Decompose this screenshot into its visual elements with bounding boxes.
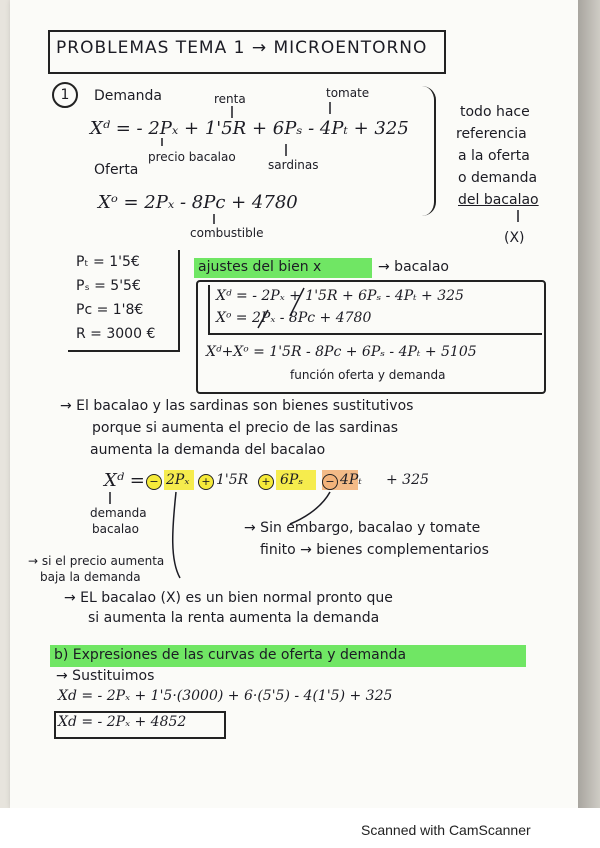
- brace-bracket: [420, 86, 436, 216]
- explanation-line: aumenta la demanda del bacalao: [90, 442, 326, 458]
- demanda-bacalao-note: demanda: [90, 506, 147, 520]
- si-precio-note: → si el precio aumenta: [28, 554, 165, 568]
- sustituimos-label: → Sustituimos: [56, 668, 155, 684]
- normal-good-line: → EL bacalao (X) es un bien normal pronto que: [64, 590, 393, 606]
- ajuste-sum-eq: Xᵈ+Xᵒ = 1'5R - 8Pc + 6Pₛ - 4Pₜ + 5105: [206, 344, 477, 360]
- minus-sign-circle: −: [146, 474, 162, 490]
- ajuste-heading: ajustes del bien x: [198, 259, 322, 275]
- value-item: R = 3000 €: [76, 326, 156, 342]
- sardinas-label: sardinas: [268, 158, 319, 172]
- ajuste-arrow-text: → bacalao: [378, 259, 449, 275]
- note-line: a la oferta: [458, 148, 530, 164]
- ajuste-eq2: Xᵒ = 2Pₓ - 8Pc + 4780: [216, 310, 372, 326]
- oferta-label: Oferta: [94, 162, 139, 178]
- si-precio-note: baja la demanda: [40, 570, 141, 584]
- final-equation: Xd = - 2Pₓ + 4852: [58, 714, 187, 730]
- demand-equation: Xᵈ = - 2Pₓ + 1'5R + 6Pₛ - 4Pₜ + 325: [90, 118, 409, 139]
- normal-good-line: si aumenta la renta aumenta la demanda: [88, 610, 380, 626]
- complementarios-note: finito → bienes complementarios: [260, 542, 489, 558]
- sheet-edge: [578, 0, 600, 808]
- plus-sign-circle: +: [198, 474, 214, 490]
- sin-embargo-note: → Sin embargo, bacalao y tomate: [244, 520, 481, 536]
- signs-xd: Xᵈ =: [104, 470, 145, 491]
- problem-number: 1: [52, 82, 78, 108]
- scanner-watermark: Scanned with CamScanner: [361, 822, 531, 838]
- note-line: referencia: [456, 126, 527, 142]
- page-title: PROBLEMAS TEMA 1 → MICROENTORNO: [56, 38, 428, 58]
- ajuste-eq1: Xᵈ = - 2Pₓ + 1'5R + 6Pₛ - 4Pₜ + 325: [216, 288, 464, 304]
- note-line: del bacalao: [458, 192, 539, 208]
- note-line: todo hace: [460, 104, 530, 120]
- demanda-bacalao-note: bacalao: [92, 522, 139, 536]
- part-b-heading: b) Expresiones de las curvas de oferta y demanda: [54, 647, 407, 663]
- value-item: Pₛ = 5'5€: [76, 278, 141, 294]
- ajuste-caption: función oferta y demanda: [290, 368, 446, 382]
- substituted-equation: Xd = - 2Pₓ + 1'5·(3000) + 6·(5'5) - 4(1'5) + 325: [58, 688, 393, 704]
- plus-sign-circle: +: [258, 474, 274, 490]
- signs-term: 6Pₛ: [280, 472, 304, 488]
- renta-label: renta: [214, 92, 246, 106]
- signs-end: + 325: [386, 472, 429, 488]
- note-line: o demanda: [458, 170, 538, 186]
- signs-term: 4Pₜ: [340, 472, 362, 488]
- precio-bacalao-label: precio bacalao: [148, 150, 236, 164]
- supply-equation: Xᵒ = 2Pₓ - 8Pc + 4780: [98, 192, 298, 213]
- value-item: Pₜ = 1'5€: [76, 254, 140, 270]
- value-item: Pc = 1'8€: [76, 302, 144, 318]
- minus-sign-circle: −: [322, 474, 338, 490]
- explanation-line: porque si aumenta el precio de las sardinas: [92, 420, 399, 436]
- signs-term: 1'5R: [216, 472, 249, 488]
- combustible-label: combustible: [190, 226, 264, 240]
- tomate-label: tomate: [326, 86, 370, 100]
- signs-term: 2Pₓ: [166, 472, 190, 488]
- explanation-line: → El bacalao y las sardinas son bienes sustitutivos: [60, 398, 414, 414]
- demanda-label: Demanda: [94, 88, 162, 104]
- note-x: (X): [504, 230, 525, 246]
